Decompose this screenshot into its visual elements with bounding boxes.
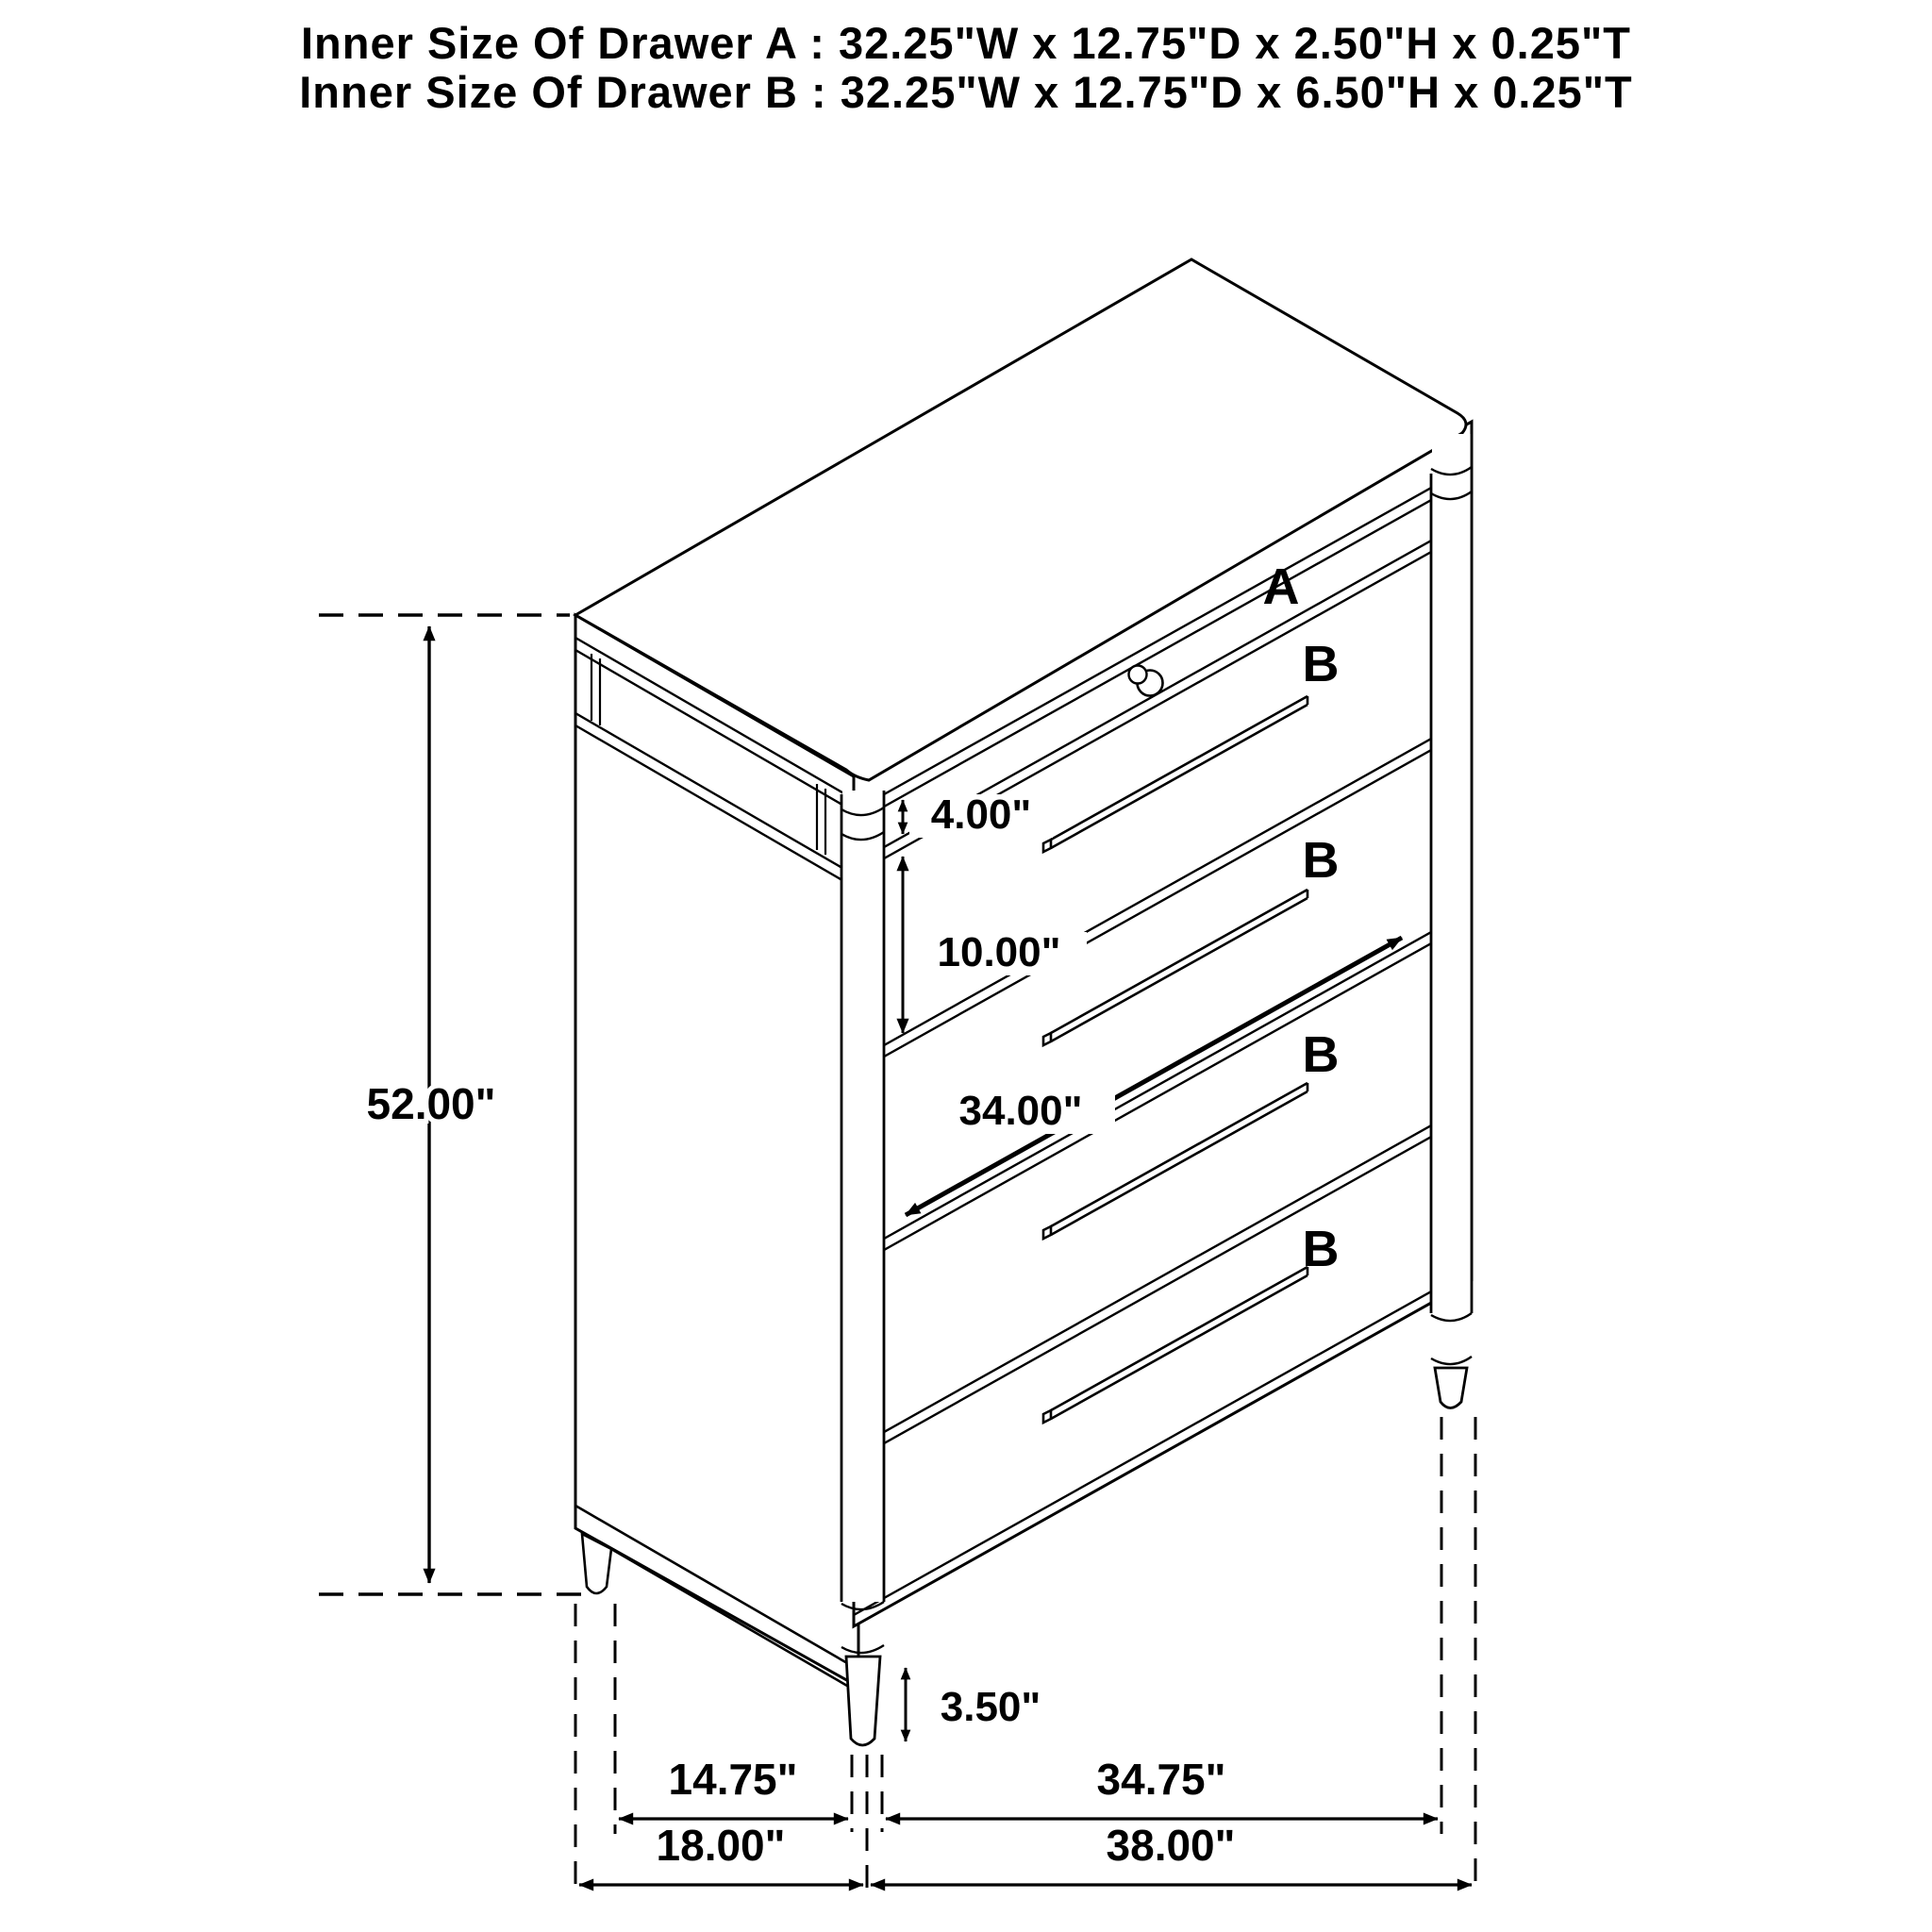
dim-52-label: 52.00" bbox=[366, 1079, 496, 1128]
header-drawer-b-size: Inner Size Of Drawer B : 32.25"W x 12.75"D x 6.50"H x 0.25"T bbox=[299, 67, 1633, 117]
drawer-b3-label: B bbox=[1302, 1026, 1340, 1083]
dim-leg-spans bbox=[619, 1755, 1438, 1819]
dim-34-label: 34.00" bbox=[958, 1088, 1083, 1134]
drawer-b1-label: B bbox=[1302, 636, 1340, 692]
front-right-corner-post bbox=[1431, 426, 1472, 1408]
dim-leg-height bbox=[906, 1668, 1062, 1741]
drawer-b2-label: B bbox=[1302, 832, 1340, 889]
header-drawer-a-size: Inner Size Of Drawer A : 32.25"W x 12.75"D x 2.50"H x 0.25"T bbox=[300, 18, 1632, 68]
dim-overall-spans bbox=[579, 1821, 1472, 1885]
front-left-leg bbox=[846, 1657, 880, 1745]
chest-side-face bbox=[575, 615, 858, 1690]
dim-14-75-label: 14.75" bbox=[668, 1755, 798, 1804]
dim-18-label: 18.00" bbox=[656, 1821, 786, 1870]
dim-38-label: 38.00" bbox=[1106, 1821, 1236, 1870]
back-right-leg bbox=[1435, 1368, 1467, 1408]
drawer-a-label: A bbox=[1262, 558, 1300, 615]
header bbox=[299, 18, 1633, 117]
dim-3-5-label: 3.50" bbox=[940, 1684, 1041, 1730]
dim-34-75-label: 34.75" bbox=[1096, 1755, 1226, 1804]
dim-total-height bbox=[319, 615, 587, 1594]
drawer-b4-label: B bbox=[1302, 1221, 1340, 1277]
dim-drawer-a-height bbox=[903, 791, 1053, 838]
dim-10-label: 10.00" bbox=[937, 929, 1061, 975]
dim-4-label: 4.00" bbox=[930, 791, 1032, 838]
